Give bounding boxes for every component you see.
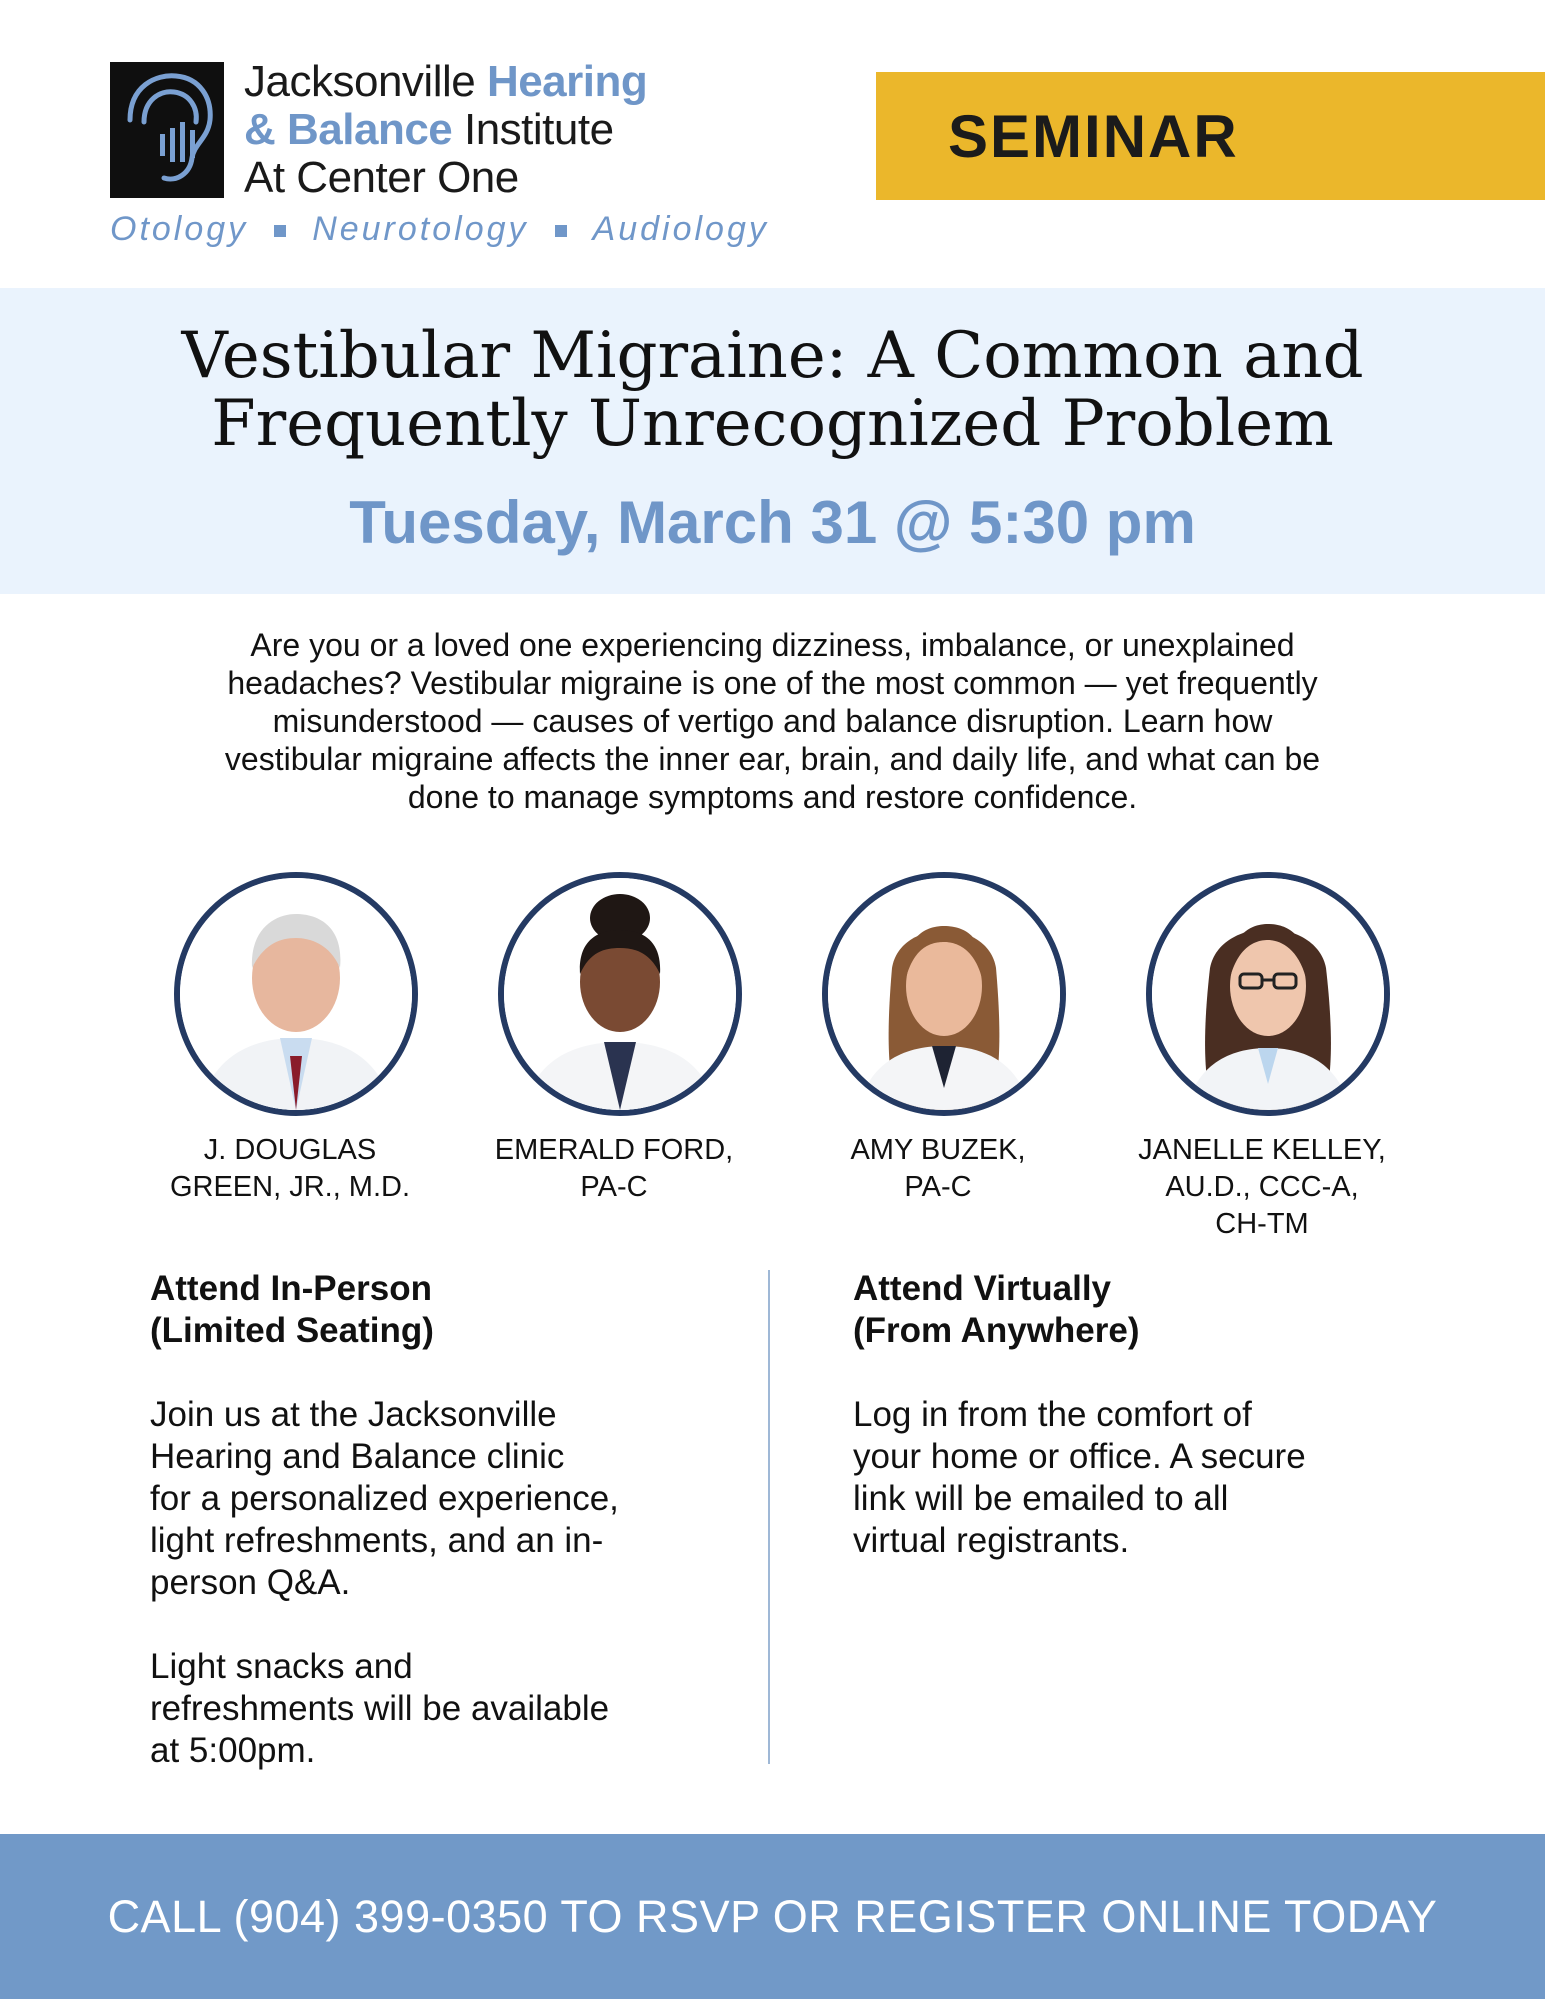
logo-line2-plain: Institute <box>452 105 614 154</box>
refreshments-line: Light snacks and <box>150 1647 413 1686</box>
virtual-heading <box>853 1268 1453 1352</box>
square-bullet-icon <box>274 225 286 237</box>
in-person-description <box>150 1394 740 1604</box>
in-person-line: Join us at the Jacksonville <box>150 1395 557 1434</box>
presenter-photo <box>822 872 1066 1116</box>
logo-wordmark <box>244 58 647 202</box>
seminar-label: SEMINAR <box>948 102 1239 170</box>
event-title-line2: Frequently Unrecognized Problem <box>211 387 1334 461</box>
refreshments-line: at 5:00pm. <box>150 1731 316 1770</box>
specialty-audiology: Audiology <box>592 210 769 248</box>
presenter-name <box>472 1132 756 1206</box>
in-person-heading-line1: Attend In-Person <box>150 1269 432 1308</box>
intro-line: headaches? Vestibular migraine is one of the most common — yet frequently <box>227 665 1318 701</box>
seminar-badge <box>876 72 1545 200</box>
intro-line: Are you or a loved one experiencing dizziness, imbalance, or unexplained <box>250 627 1295 663</box>
logo-mark <box>110 62 224 198</box>
logo-line3: At Center One <box>244 153 519 202</box>
presenter-name <box>1120 1132 1404 1243</box>
event-title <box>0 319 1545 461</box>
event-datetime: Tuesday, March 31 @ 5:30 pm <box>349 489 1196 556</box>
intro-line: misunderstood — causes of vertigo and balance disruption. Learn how <box>272 703 1273 739</box>
virtual-line: virtual registrants. <box>853 1521 1130 1560</box>
presenter-photo <box>498 872 742 1116</box>
intro-line: done to manage symptoms and restore confidence. <box>407 779 1138 815</box>
virtual-heading-line2: (From Anywhere) <box>853 1311 1140 1350</box>
person-portrait-icon <box>828 878 1060 1110</box>
in-person-line: Hearing and Balance clinic <box>150 1437 565 1476</box>
virtual-line: Log in from the comfort of <box>853 1395 1252 1434</box>
logo-line1-highlight: Hearing <box>486 57 648 106</box>
rsvp-footer <box>0 1834 1545 1999</box>
title-band <box>0 288 1545 594</box>
presenter-name <box>796 1132 1080 1206</box>
specialty-neurotology: Neurotology <box>312 210 529 248</box>
intro-line: vestibular migraine affects the inner ear, brain, and daily life, and what can be <box>224 741 1321 777</box>
in-person-heading <box>150 1268 740 1352</box>
ear-icon <box>110 62 224 198</box>
refreshments-line: refreshments will be available <box>150 1689 610 1728</box>
in-person-heading-line2: (Limited Seating) <box>150 1311 434 1350</box>
presenter-name-line2: PA-C <box>580 1171 648 1203</box>
presenter-name-line1: J. DOUGLAS <box>203 1134 377 1166</box>
rsvp-call-to-action: CALL (904) 399-0350 TO RSVP OR REGISTER ONLINE TODAY <box>107 1890 1438 1942</box>
event-title-line1: Vestibular Migraine: A Common and <box>181 319 1364 393</box>
virtual-line: link will be emailed to all <box>853 1479 1229 1518</box>
virtual-description <box>853 1394 1453 1562</box>
person-portrait-icon <box>1152 878 1384 1110</box>
specialties-tagline <box>110 210 769 249</box>
person-portrait-icon <box>504 878 736 1110</box>
presenter-name-line1: EMERALD FORD, <box>494 1134 734 1166</box>
in-person-line: for a personalized experience, <box>150 1479 619 1518</box>
square-bullet-icon <box>555 225 567 237</box>
presenter-name-line3: CH-TM <box>1215 1208 1309 1240</box>
logo-line2-highlight: & Balance <box>244 105 453 154</box>
intro-paragraph <box>110 626 1435 816</box>
presenter-name-line1: AMY BUZEK, <box>850 1134 1026 1166</box>
column-divider <box>768 1270 770 1764</box>
presenter-name-line2: AU.D., CCC-A, <box>1165 1171 1359 1203</box>
refreshments-note <box>150 1646 740 1772</box>
presenter-photo <box>174 872 418 1116</box>
presenter-name-line2: PA-C <box>904 1171 972 1203</box>
presenter-name-line2: GREEN, JR., M.D. <box>169 1171 411 1203</box>
specialty-otology: Otology <box>110 210 249 248</box>
in-person-line: person Q&A. <box>150 1563 351 1602</box>
virtual-heading-line1: Attend Virtually <box>853 1269 1112 1308</box>
in-person-line: light refreshments, and an in- <box>150 1521 604 1560</box>
virtual-section <box>853 1268 1453 1562</box>
presenter-name <box>148 1132 432 1206</box>
virtual-line: your home or office. A secure <box>853 1437 1306 1476</box>
presenter-photo <box>1146 872 1390 1116</box>
logo-line1-plain: Jacksonville <box>244 57 487 106</box>
person-portrait-icon <box>180 878 412 1110</box>
in-person-section <box>150 1268 740 1772</box>
presenter-name-line1: JANELLE KELLEY, <box>1138 1134 1386 1166</box>
